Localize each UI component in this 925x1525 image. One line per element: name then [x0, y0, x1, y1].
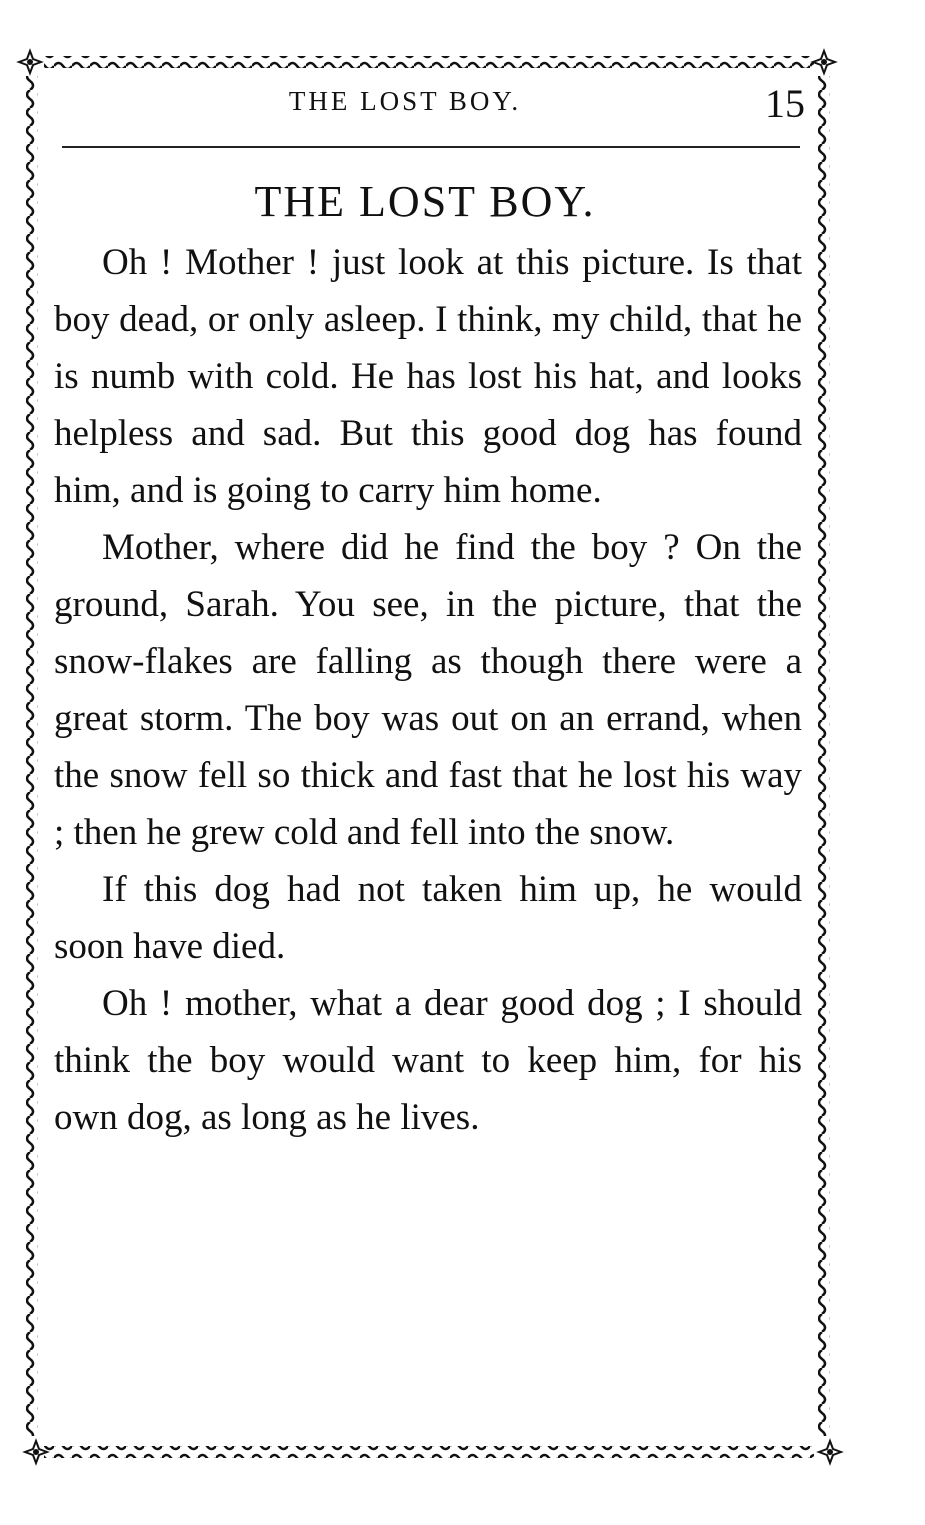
corner-ornament-top-left [19, 51, 41, 73]
story-paragraph-2: Mother, where did he find the boy ? On the ground, Sarah. You see, in the picture, that the snow-flakes are falling as though there were a great storm. The boy was out on an errand, when the snow fell so thick and fast that he lost his way ; then he grew cold and fell into the snow. [54, 527, 802, 853]
header-rule [62, 146, 800, 148]
running-head [60, 81, 805, 132]
border-left [26, 76, 38, 1436]
story-body [54, 234, 802, 1146]
corner-ornament-bottom-right [819, 1441, 841, 1463]
border-top [44, 56, 814, 68]
story-paragraph-1: Oh ! Mother ! just look at this picture. Is that boy dead, or only asleep. I think, my child, that he is numb with cold. He has lost his hat, and looks helpless and sad. But this good dog has found him, and is going to carry him home. [54, 242, 802, 511]
corner-ornament-bottom-left [25, 1441, 47, 1463]
story-title: THE LOST BOY. [254, 177, 596, 226]
story-paragraph-4: Oh ! mother, what a dear good dog ; I should think the boy would want to keep him, for his own dog, as long as he lives. [54, 983, 802, 1138]
story-paragraph-3: If this dog had not taken him up, he would soon have died. [54, 869, 802, 967]
page-number: 15 [765, 81, 805, 126]
border-bottom [44, 1446, 814, 1458]
border-right [818, 76, 830, 1436]
running-head-title: THE LOST BOY. [288, 86, 522, 116]
corner-ornament-top-right [813, 51, 835, 73]
